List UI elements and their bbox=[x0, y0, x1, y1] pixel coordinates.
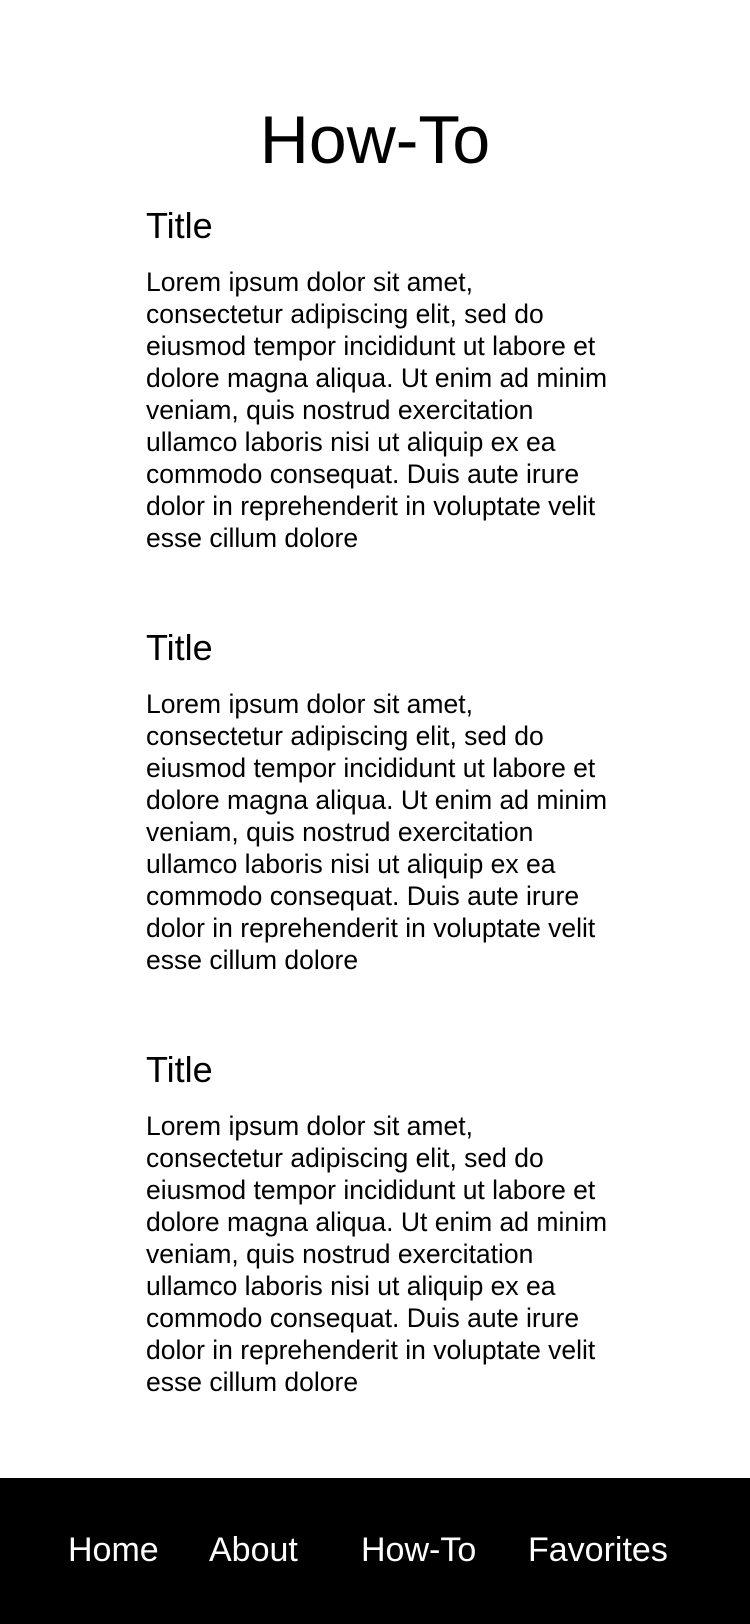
page-title: How-To bbox=[259, 102, 491, 178]
section-body: Lorem ipsum dolor sit amet, consectetur adipiscing elit, sed do eiusmod tempor incididunt ut labore et dolore magna aliqua. Ut enim ad minim veniam, quis nostrud exercitation ullamco laboris nisi ut aliquip ex ea commodo consequat. Duis aute irure dolor in reprehenderit in voluptate velit esse cillum dolore bbox=[146, 689, 608, 975]
section-title: Title bbox=[146, 627, 213, 668]
section-2 bbox=[146, 626, 616, 976]
section-body: Lorem ipsum dolor sit amet, consectetur adipiscing elit, sed do eiusmod tempor incididunt ut labore et dolore magna aliqua. Ut enim ad minim veniam, quis nostrud exercitation ullamco laboris nisi ut aliquip ex ea commodo consequat. Duis aute irure dolor in reprehenderit in voluptate velit esse cillum dolore bbox=[146, 1111, 608, 1397]
nav-item-favorites[interactable]: Favorites bbox=[528, 1531, 668, 1569]
nav-item-about[interactable]: About bbox=[209, 1531, 298, 1569]
section-3 bbox=[146, 1048, 616, 1398]
bottom-nav-bar bbox=[0, 1478, 750, 1624]
section-body: Lorem ipsum dolor sit amet, consectetur adipiscing elit, sed do eiusmod tempor incididunt ut labore et dolore magna aliqua. Ut enim ad minim veniam, quis nostrud exercitation ullamco laboris nisi ut aliquip ex ea commodo consequat. Duis aute irure dolor in reprehenderit in voluptate velit esse cillum dolore bbox=[146, 267, 608, 553]
nav-item-how-to[interactable]: How-To bbox=[361, 1531, 477, 1569]
nav-item-home[interactable]: Home bbox=[68, 1531, 159, 1569]
section-title: Title bbox=[146, 1049, 213, 1090]
section-1 bbox=[146, 204, 616, 554]
section-title: Title bbox=[146, 205, 213, 246]
